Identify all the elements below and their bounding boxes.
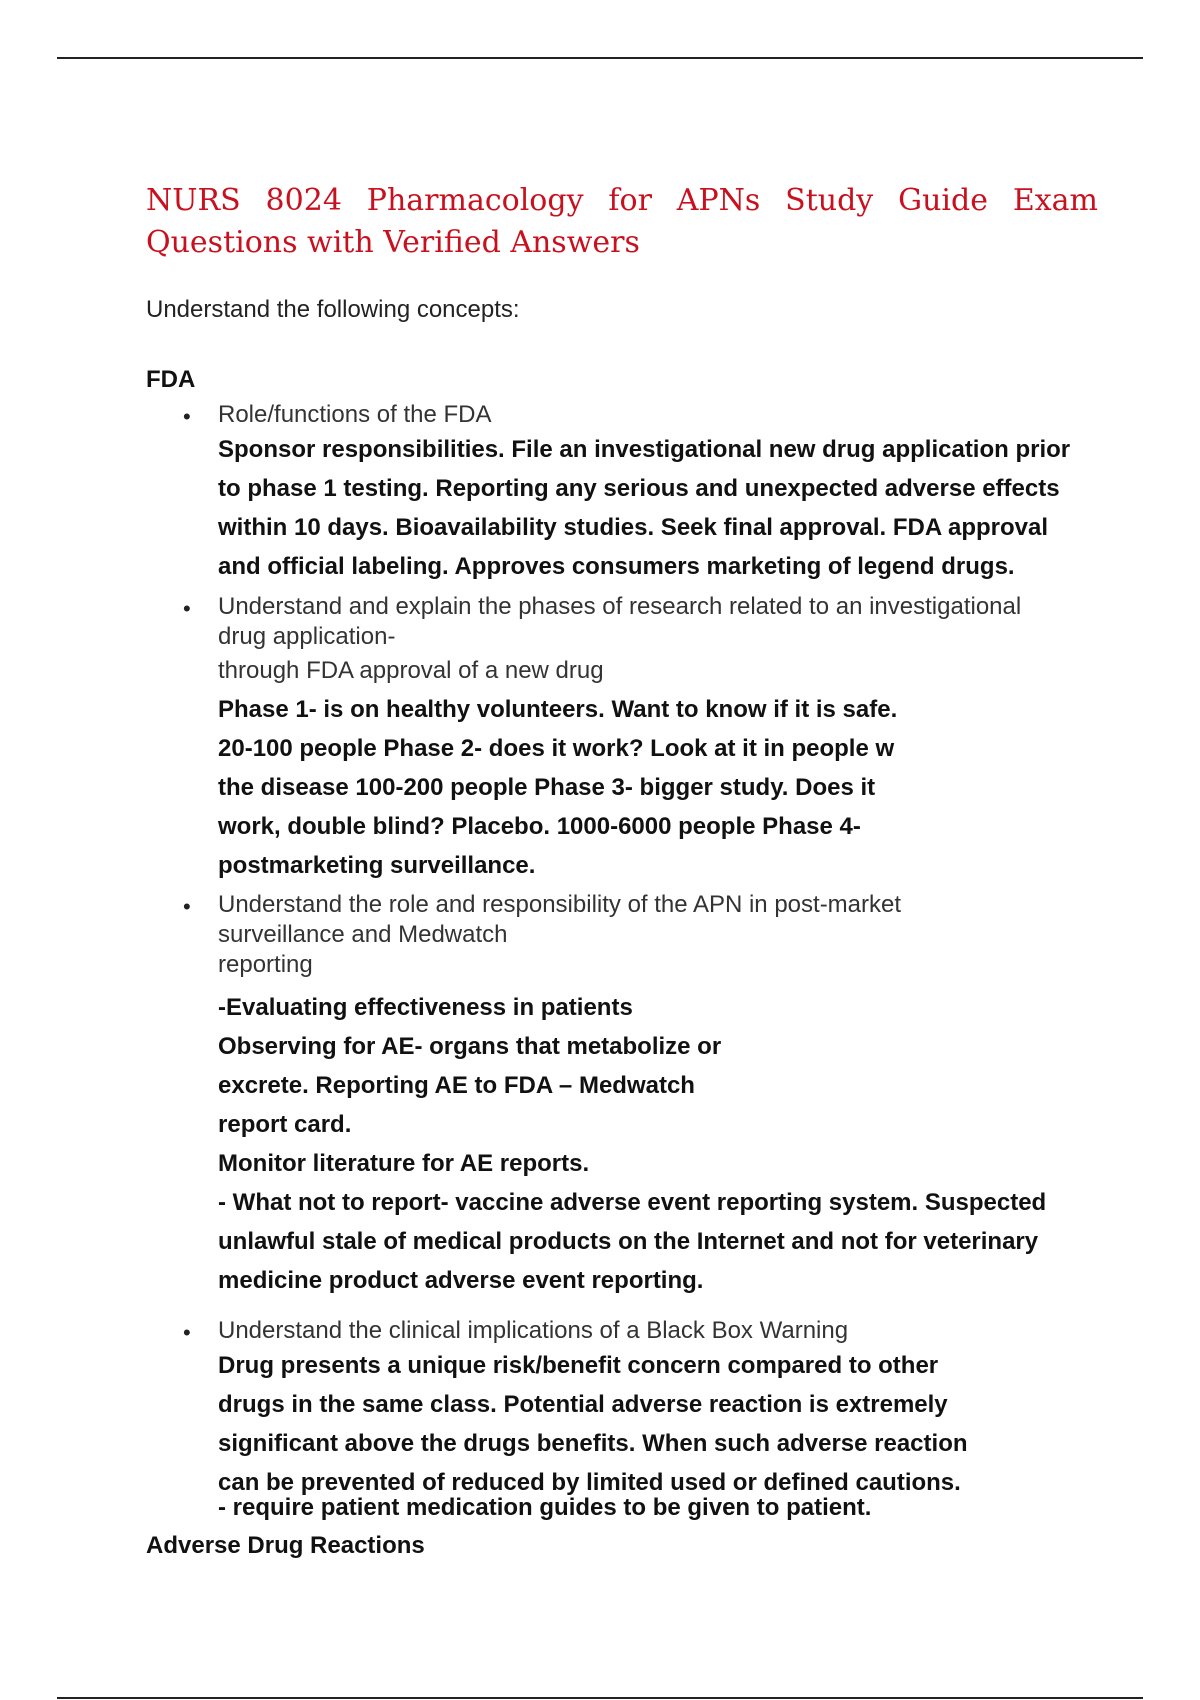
question-line: surveillance and Medwatch — [218, 921, 508, 948]
answer-line: - What not to report- vaccine adverse event reporting system. Suspected — [218, 1189, 1047, 1216]
answer-1 — [218, 430, 1070, 586]
answer-line: and official labeling. Approves consumers marketing of legend drugs. — [218, 553, 1015, 580]
question-line: Understand the role and responsibility of the APN in post-market — [218, 891, 902, 918]
bullet-icon: • — [183, 596, 191, 621]
answer-line: drugs in the same class. Potential adverse reaction is extremely — [218, 1391, 948, 1418]
bottom-rule — [57, 1697, 1143, 1699]
answer-line: report card. — [218, 1111, 352, 1138]
answer-4-extra — [218, 1492, 871, 1524]
top-rule — [57, 57, 1143, 59]
answer-line: Observing for AE- organs that metabolize or — [218, 1033, 722, 1060]
question-line: Role/functions of the FDA — [218, 401, 492, 428]
answer-line: can be prevented of reduced by limited used or defined cautions. — [218, 1469, 961, 1496]
answer-line: Drug presents a unique risk/benefit concern compared to other — [218, 1352, 939, 1379]
question-line: Understand the clinical implications of a Black Box Warning — [218, 1317, 849, 1344]
answer-line: 20-100 people Phase 2- does it work? Look at it in people w — [218, 735, 895, 762]
answer-line: significant above the drugs benefits. When such adverse reaction — [218, 1430, 968, 1457]
question-line: through FDA approval of a new drug — [218, 657, 604, 684]
answer-line: unlawful stale of medical products on the Internet and not for veterinary — [218, 1228, 1039, 1255]
answer-2 — [218, 690, 897, 885]
question-1 — [218, 400, 1098, 430]
answer-line: medicine product adverse event reporting. — [218, 1267, 704, 1294]
answer-line: Phase 1- is on healthy volunteers. Want to know if it is safe. — [218, 696, 898, 723]
answer-line: Monitor literature for AE reports. — [218, 1150, 590, 1177]
bullet-icon: • — [183, 1320, 191, 1345]
bullet-icon: • — [183, 894, 191, 919]
question-line: reporting — [218, 951, 313, 978]
document-title: NURS 8024 Pharmacology for APNs Study Guide Exam Questions with Verified Answers — [146, 183, 1098, 260]
answer-line: work, double blind? Placebo. 1000-6000 people Phase 4- — [218, 813, 861, 840]
question-line: Understand and explain the phases of research related to an investigational — [218, 593, 1022, 620]
bullet-icon: • — [183, 404, 191, 429]
question-2 — [218, 592, 1098, 686]
intro-text: Understand the following concepts: — [146, 296, 520, 323]
answer-4 — [218, 1346, 1022, 1502]
question-3 — [218, 890, 1098, 980]
question-line: drug application- — [218, 623, 396, 650]
answer-line: within 10 days. Bioavailability studies. Seek final approval. FDA approval — [218, 514, 1049, 541]
answer-line: excrete. Reporting AE to FDA – Medwatch — [218, 1072, 695, 1099]
answer-line: to phase 1 testing. Reporting any serious and unexpected adverse effects — [218, 475, 1060, 502]
question-4 — [218, 1316, 1098, 1346]
answer-line: the disease 100-200 people Phase 3- bigger study. Does it — [218, 774, 876, 801]
section-heading-fda: FDA — [146, 366, 196, 393]
answer-line: postmarketing surveillance. — [218, 852, 536, 879]
section-heading-adverse-drug-reactions: Adverse Drug Reactions — [146, 1532, 425, 1559]
answer-line: - require patient medication guides to be given to patient. — [218, 1494, 872, 1521]
answer-3 — [218, 988, 1046, 1300]
answer-line: Sponsor responsibilities. File an investigational new drug application prior — [218, 436, 1071, 463]
answer-line: -Evaluating effectiveness in patients — [218, 994, 633, 1021]
